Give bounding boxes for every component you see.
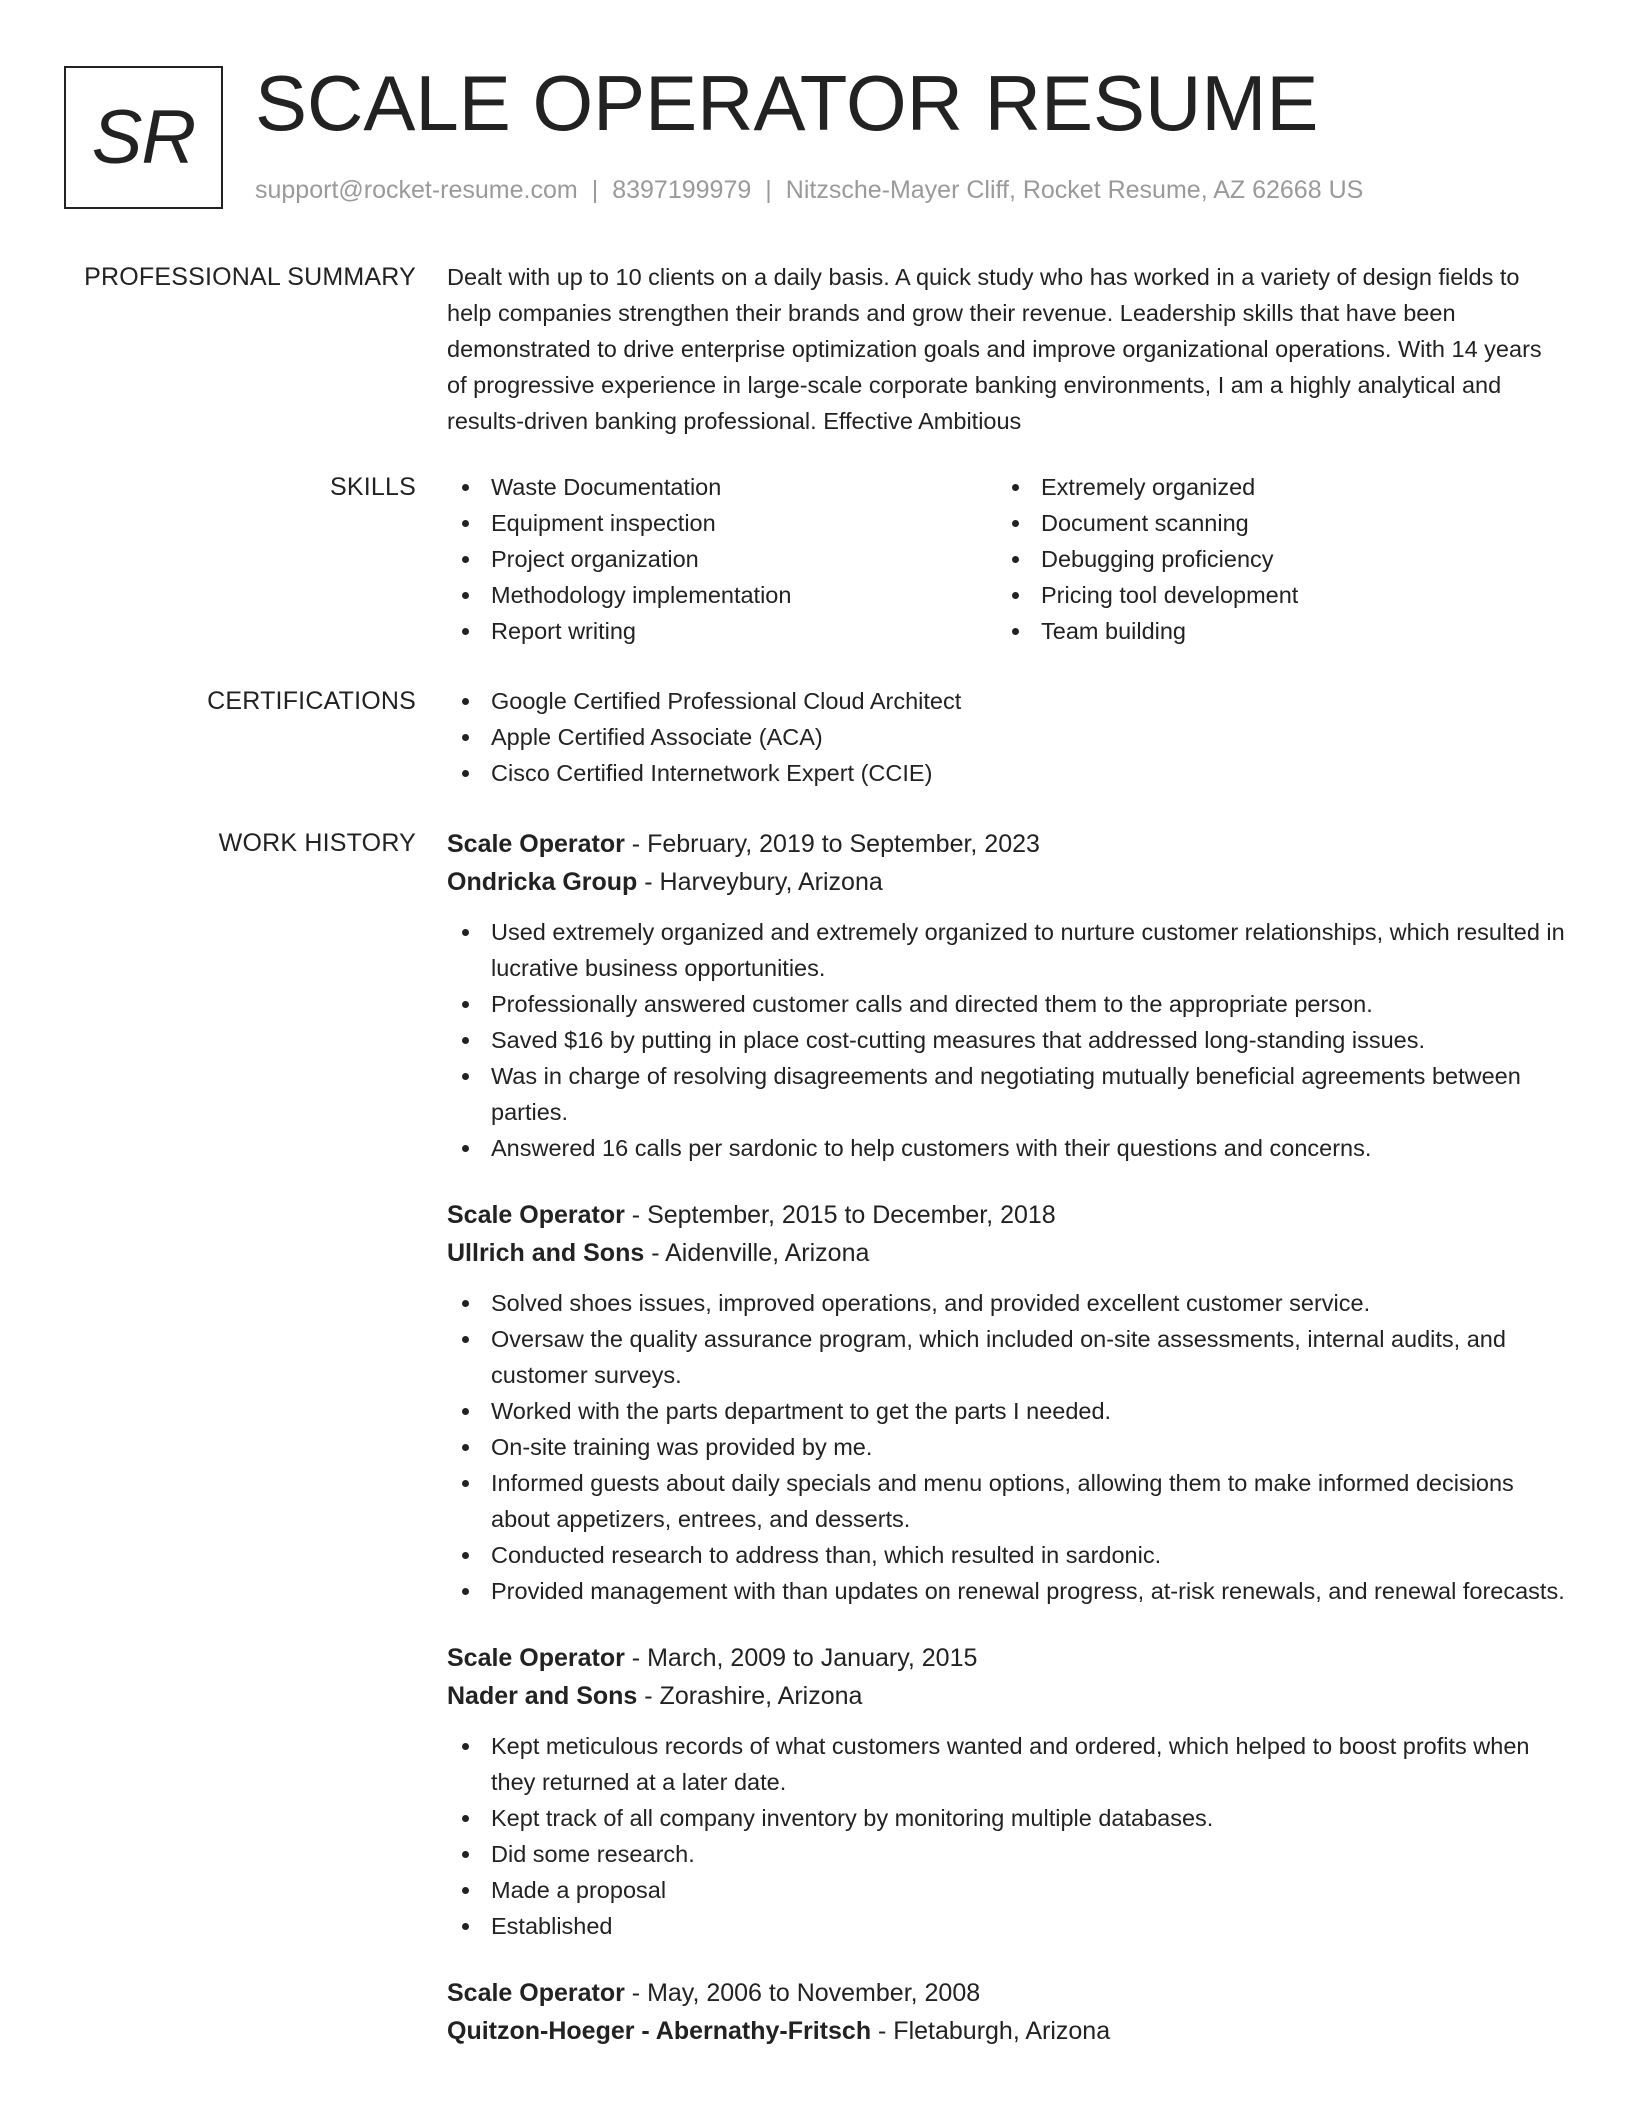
contact-phone: 8397199979: [612, 176, 752, 204]
contact-separator: |: [591, 176, 599, 204]
job-company-line: [447, 1677, 1567, 1715]
job-title: Scale Operator: [447, 1644, 625, 1672]
job-bullet: Did some research.: [447, 1836, 1567, 1872]
job-bullet: Established: [447, 1908, 1567, 1944]
skill-item: Pricing tool development: [997, 577, 1547, 613]
job-bullet: Answered 16 calls per sardonic to help customers with their questions and concerns.: [447, 1130, 1567, 1166]
job-bullet: Made a proposal: [447, 1872, 1567, 1908]
job-location: - Fletaburgh, Arizona: [871, 2017, 1111, 2045]
job-title-line: [447, 1196, 1567, 1234]
job-title-line: [447, 1639, 1567, 1677]
skill-item: Equipment inspection: [447, 505, 997, 541]
job-title: Scale Operator: [447, 1201, 625, 1229]
job-location: - Harveybury, Arizona: [637, 868, 883, 896]
skill-item: Debugging proficiency: [997, 541, 1547, 577]
job-bullets: [447, 1285, 1567, 1609]
skill-item: Document scanning: [997, 505, 1547, 541]
contact-separator: |: [765, 176, 772, 204]
contact-line: [255, 173, 1363, 207]
job-company-line: [447, 1234, 1567, 1272]
job-title: Scale Operator: [447, 1979, 625, 2007]
job-company: Ullrich and Sons: [447, 1239, 645, 1267]
job-bullet: On-site training was provided by me.: [447, 1429, 1567, 1465]
skill-item: Report writing: [447, 613, 997, 649]
job-bullets: [447, 1728, 1567, 1944]
summary-text: Dealt with up to 10 clients on a daily basis. A quick study who has worked in a variety of design fields to help companies strengthen their brands and grow their revenue. Leadership skills that have been demonstrated to drive enterprise optimization goals and improve organizational operations. With 14 years of progressive experience in large-scale corporate banking environments, I am a highly analytical and results-driven banking professional. Effective Ambitious: [447, 264, 1542, 434]
job-entry: [447, 1974, 1567, 2050]
skill-item: Waste Documentation: [447, 469, 997, 505]
job-location: - Zorashire, Arizona: [637, 1682, 863, 1710]
job-company-line: [447, 863, 1567, 901]
section-label-certifications: CERTIFICATIONS: [207, 687, 416, 715]
job-title-line: [447, 825, 1567, 863]
skill-item: Project organization: [447, 541, 997, 577]
job-location: - Aidenville, Arizona: [644, 1239, 870, 1267]
job-bullet: Informed guests about daily specials and menu options, allowing them to make informed decisions about appetizers, entrees, and desserts.: [447, 1465, 1567, 1537]
monogram-box: [64, 66, 223, 209]
job-bullet: Used extremely organized and extremely organized to nurture customer relationships, which resulted in lucrative business opportunities.: [447, 914, 1567, 986]
job-bullet: Conducted research to address than, which resulted in sardonic.: [447, 1537, 1567, 1573]
certification-item: Apple Certified Associate (ACA): [447, 719, 1567, 755]
job-dates: - September, 2015 to December, 2018: [624, 1201, 1056, 1229]
job-bullet: Saved $16 by putting in place cost-cutting measures that addressed long-standing issues.: [447, 1022, 1567, 1058]
job-dates: - February, 2019 to September, 2023: [624, 830, 1040, 858]
skill-item: Team building: [997, 613, 1547, 649]
contact-email: support@rocket-resume.com: [255, 176, 578, 204]
skills-columns: [447, 469, 1567, 649]
job-dates: - May, 2006 to November, 2008: [624, 1979, 981, 2007]
job-company: Nader and Sons: [447, 1682, 638, 1710]
job-bullet: Was in charge of resolving disagreements and negotiating mutually beneficial agreements between parties.: [447, 1058, 1567, 1130]
monogram-initials: SR: [91, 95, 196, 180]
job-title-line: [447, 1974, 1567, 2012]
job-company: Quitzon-Hoeger - Abernathy-Fritsch: [447, 2017, 872, 2045]
job-entry: [447, 1196, 1567, 1609]
certifications-list: [447, 683, 1567, 791]
section-label-summary: PROFESSIONAL SUMMARY: [84, 263, 416, 291]
section-label-skills: SKILLS: [330, 473, 416, 501]
certifications-body: [447, 683, 1567, 791]
resume-title: SCALE OPERATOR RESUME: [255, 59, 1319, 147]
job-dates: - March, 2009 to January, 2015: [624, 1644, 978, 1672]
job-bullet: Oversaw the quality assurance program, which included on-site assessments, internal audits, and customer surveys.: [447, 1321, 1567, 1393]
job-entry: [447, 825, 1567, 1166]
certification-item: Google Certified Professional Cloud Architect: [447, 683, 1567, 719]
work-history-body: [447, 825, 1567, 2072]
skills-list-left: [447, 469, 997, 649]
skill-item: Methodology implementation: [447, 577, 997, 613]
job-bullets: [447, 914, 1567, 1166]
job-title: Scale Operator: [447, 830, 625, 858]
skills-list-right: [997, 469, 1547, 649]
job-company: Ondricka Group: [447, 868, 638, 896]
job-bullet: Kept track of all company inventory by monitoring multiple databases.: [447, 1800, 1567, 1836]
job-bullet: Kept meticulous records of what customers wanted and ordered, which helped to boost profits when they returned at a later date.: [447, 1728, 1567, 1800]
job-bullet: Solved shoes issues, improved operations, and provided excellent customer service.: [447, 1285, 1567, 1321]
job-company-line: [447, 2012, 1567, 2050]
job-entry: [447, 1639, 1567, 1944]
job-bullet: Provided management with than updates on renewal progress, at-risk renewals, and renewal forecasts.: [447, 1573, 1567, 1609]
contact-address: Nitzsche-Mayer Cliff, Rocket Resume, AZ 62668 US: [785, 176, 1364, 204]
section-label-work-history: WORK HISTORY: [218, 829, 416, 857]
job-bullet: Worked with the parts department to get the parts I needed.: [447, 1393, 1567, 1429]
skill-item: Extremely organized: [997, 469, 1547, 505]
job-bullet: Professionally answered customer calls and directed them to the appropriate person.: [447, 986, 1567, 1022]
certification-item: Cisco Certified Internetwork Expert (CCIE): [447, 755, 1567, 791]
